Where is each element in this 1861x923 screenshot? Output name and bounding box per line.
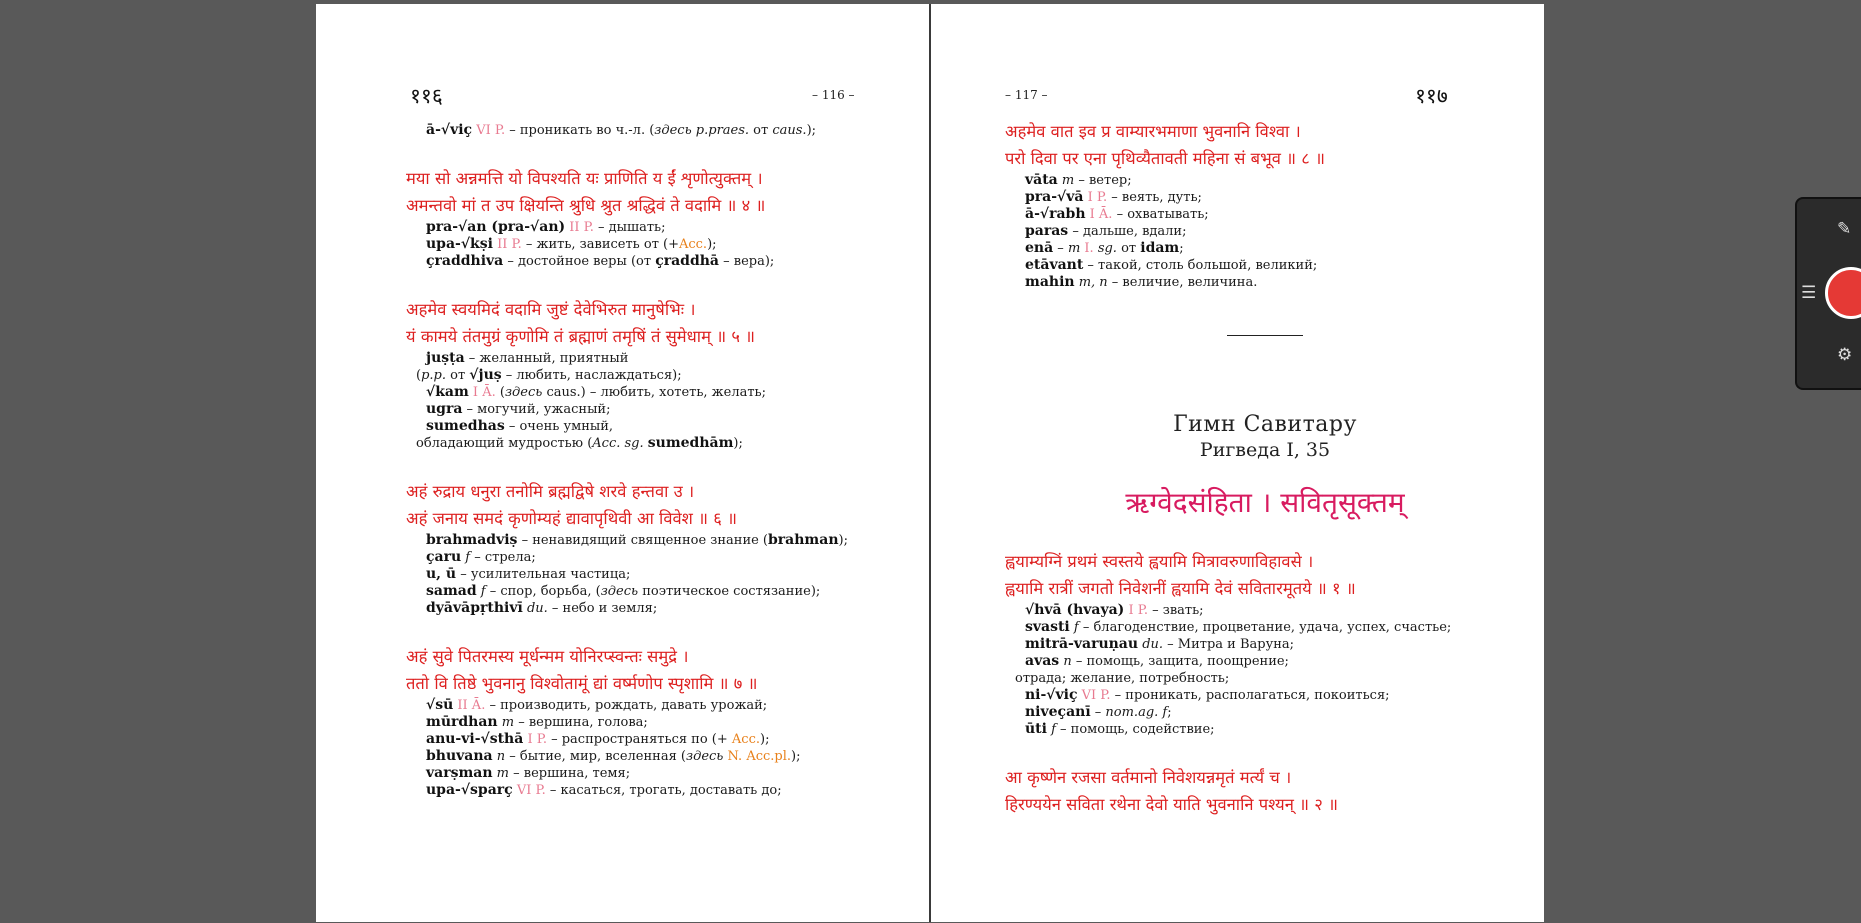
gloss-entry: ni-√viç VI P. – проникать, располагаться, покоиться; — [1025, 687, 1390, 703]
recorder-widget — [1795, 197, 1861, 390]
glossary — [416, 350, 916, 452]
glossary — [426, 219, 916, 270]
gloss-entry: mahin m, n – величие, величина. — [1025, 274, 1258, 290]
verse — [406, 165, 916, 270]
page-number: – 117 – — [1005, 88, 1048, 102]
gloss-entry: upa-√sparç VI P. – касаться, трогать, доставать до; — [426, 782, 782, 798]
list-icon[interactable]: ☰ — [1801, 283, 1817, 303]
verse-line: अहं रुद्राय धनुरा तनोमि ब्रह्मद्विषे शरवे हन्तवा उ । — [406, 482, 695, 501]
verse-block-top — [1005, 118, 1525, 291]
hymn-subtitle: Ригведа I, 35 — [1199, 439, 1331, 461]
gloss-entry: ā-√rabh I Ā. – охватывать; — [1025, 206, 1209, 222]
gloss-entry: dyāvāpṛthivī du. – небо и земля; — [426, 600, 658, 616]
verse — [406, 478, 916, 617]
gloss-entry: varṣman m – вершина, темя; — [426, 765, 631, 781]
verse-line: परो दिवा पर एना पृथिव्यैतावती महिना सं बभूव ॥ ८ ॥ — [1005, 149, 1325, 168]
hymn-title-block — [1005, 412, 1525, 522]
right-page-content — [1005, 118, 1525, 818]
gloss-entry: √sū II Ā. – производить, рождать, давать урожай; — [426, 697, 768, 713]
verse-line: ह्वयाम्यग्निं प्रथमं स्वस्तये ह्वयामि मित्रावरुणाविहावसे । — [1005, 552, 1314, 571]
gloss-entry: çaru f – стрела; — [426, 549, 536, 565]
gloss-entry: etāvant – такой, столь большой, великий; — [1025, 257, 1318, 273]
verse-block-bottom — [1005, 548, 1525, 818]
gloss-entry: brahmadviṣ – ненавидящий священное знание (brahman); — [426, 532, 848, 548]
verse-line: अहमेव स्वयमिदं वदामि जुष्टं देवेभिरुत मानुषेभिः । — [406, 300, 696, 319]
gear-icon[interactable]: ⚙ — [1837, 345, 1853, 365]
gloss-entry: upa-√kṣi II P. – жить, зависеть от (+Acc.); — [426, 236, 717, 252]
verse-line: मया सो अन्नमत्ति यो विपश्यति यः प्राणिति य ईं शृणोत्युक्तम् । — [406, 169, 763, 188]
gloss-entry: paras – дальше, вдали; — [1025, 223, 1187, 239]
edit-icon[interactable]: ✎ — [1837, 219, 1852, 239]
verse-line: अहं जनाय समदं कृणोम्यहं द्यावापृथिवी आ विवेश ॥ ६ ॥ — [406, 509, 737, 528]
verse — [1005, 118, 1525, 291]
hymn-title: Гимн Савитару — [1173, 412, 1357, 437]
verse-line: ततो वि तिष्ठे भुवनानु विश्वोतामूं द्यां वर्ष्मणोप स्पृशामि ॥ ७ ॥ — [406, 674, 758, 693]
gloss-entry: çraddhiva – достойное веры (от çraddhā – вера); — [426, 253, 775, 269]
verse-line: हिरण्ययेन सविता रथेना देवो याति भुवनानि पश्यन् ॥ २ ॥ — [1005, 795, 1338, 814]
left-page-content — [406, 122, 916, 799]
gloss-entry: sumedhas – очень умный, — [426, 418, 614, 434]
hymn-title-devanagari: ऋग्वेदसंहिता । सवितृसूक्तम् — [1125, 486, 1405, 519]
page-number-devanagari: ११७ — [1415, 84, 1448, 108]
right-page — [931, 4, 1544, 922]
gloss-entry: avas n – помощь, защита, поощрение; — [1025, 653, 1289, 669]
gloss-entry: pra-√vā I P. – веять, дуть; — [1025, 189, 1202, 205]
gloss-entry: mitrā-varuṇau du. – Митра и Варуна; — [1025, 636, 1295, 652]
verse — [1005, 548, 1525, 738]
glossary — [1025, 172, 1525, 291]
gloss-entry: mūrdhan m – вершина, голова; — [426, 714, 648, 730]
verse-line: ह्वयामि रात्रीं जगतो निवेशनीं ह्वयामि देवं सवितारमूतये ॥ १ ॥ — [1005, 579, 1356, 598]
page-number: – 116 – — [812, 88, 855, 102]
gloss-entry: vāta m – ветер; — [1025, 172, 1132, 188]
gloss-entry: svasti f – благоденствие, процветание, удача, успех, счастье; — [1025, 619, 1452, 635]
gloss-entry: samad f – спор, борьба, (здесь поэтическое состязание); — [426, 583, 821, 599]
gloss-entry: √hvā (hvaya) I P. – звать; — [1025, 602, 1204, 618]
verse-line: यं कामये तंतमुग्रं कृणोमि तं ब्रह्माणं तमृषिं तं सुमेधाम् ॥ ५ ॥ — [406, 327, 756, 346]
glossary — [426, 697, 916, 799]
verse-line: अहं सुवे पितरमस्य मूर्धन्मम योनिरप्स्वन्तः समुद्रे । — [406, 647, 689, 666]
gloss-entry: pra-√an (pra-√an) II P. – дышать; — [426, 219, 666, 235]
gloss-entry: u, ū – усилительная частица; — [426, 566, 631, 582]
gloss-entry: juṣṭa – желанный, приятный — [426, 350, 629, 366]
gloss-entry: bhuvana n – бытие, мир, вселенная (здесь N. Acc.pl.); — [426, 748, 801, 764]
page-number-devanagari: ११६ — [410, 84, 443, 108]
verse — [1005, 764, 1525, 818]
verse — [406, 643, 916, 799]
left-page — [316, 4, 929, 922]
gloss-entry: niveçanī – nom.ag. f; — [1025, 704, 1172, 720]
gloss-entry: ugra – могучий, ужасный; — [426, 401, 611, 417]
section-separator — [1227, 335, 1303, 336]
verse-line: आ कृष्णेन रजसा वर्तमानो निवेशयन्नमृतं मर्त्यं च । — [1005, 768, 1292, 787]
gloss-entry: обладающий мудростью (Acc. sg. sumedhām); — [416, 435, 743, 451]
glossary — [1015, 602, 1525, 738]
verse — [406, 296, 916, 452]
gloss-entry: √kam I Ā. (здесь caus.) – любить, хотеть, желать; — [426, 384, 766, 400]
verse-line: अमन्तवो मां त उप क्षियन्ति श्रुधि श्रुत श्रद्धिवं ते वदामि ॥ ४ ॥ — [406, 196, 766, 215]
gloss-entry: anu-vi-√sthā I P. – распространяться по (+ Acc.); — [426, 731, 770, 747]
gloss-entry: (p.p. от √juṣ – любить, наслаждаться); — [416, 367, 682, 383]
gloss-entry: enā – m I. sg. от idam; — [1025, 240, 1184, 256]
gloss-entry: ūti f – помощь, содействие; — [1025, 721, 1215, 737]
verse-line: अहमेव वात इव प्र वाम्यारभमाणा भुवनानि विश्वा । — [1005, 122, 1301, 141]
glossary — [426, 122, 916, 139]
glossary — [426, 532, 916, 617]
gloss-entry: ā-√viç VI P. – проникать во ч.-л. (здесь p.praes. от caus.); — [426, 122, 817, 138]
gloss-entry: отрада; желание, потребность; — [1015, 671, 1230, 686]
record-button[interactable] — [1825, 267, 1861, 319]
